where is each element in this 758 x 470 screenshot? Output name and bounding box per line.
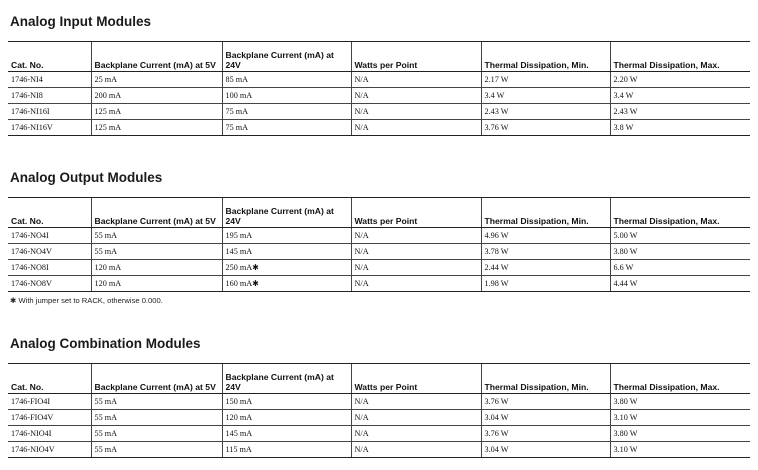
cell-cat-no: 1746-NO4I: [8, 228, 91, 244]
cell-backplane-5v: 55 mA: [91, 410, 222, 426]
cell-thermal-max: 5.00 W: [610, 228, 750, 244]
col-header-cat-no: Cat. No.: [8, 42, 91, 72]
col-header-thermal-max: Thermal Dissipation, Max.: [610, 198, 750, 228]
cell-thermal-min: 3.76 W: [481, 394, 610, 410]
table-row: [8, 88, 750, 104]
table-row: [8, 72, 750, 88]
col-header-thermal-max: Thermal Dissipation, Max.: [610, 42, 750, 72]
col-header-backplane-5v: Backplane Current (mA) at 5V: [91, 364, 222, 394]
col-header-thermal-min: Thermal Dissipation, Min.: [481, 42, 610, 72]
table-row: [8, 228, 750, 244]
cell-backplane-24v: 115 mA: [222, 442, 351, 458]
cell-backplane-24v: 145 mA: [222, 426, 351, 442]
cell-thermal-min: 4.96 W: [481, 228, 610, 244]
cell-thermal-min: 2.43 W: [481, 104, 610, 120]
cell-thermal-min: 2.17 W: [481, 72, 610, 88]
header-row: [8, 364, 750, 394]
cell-cat-no: 1746-NO8I: [8, 260, 91, 276]
analog-output-section: [8, 168, 750, 292]
table-row: [8, 442, 750, 458]
cell-backplane-24v: 100 mA: [222, 88, 351, 104]
col-header-thermal-max: Thermal Dissipation, Max.: [610, 364, 750, 394]
col-header-backplane-5v: Backplane Current (mA) at 5V: [91, 42, 222, 72]
table-row: [8, 104, 750, 120]
cell-thermal-max: 3.10 W: [610, 410, 750, 426]
cell-thermal-max: 3.10 W: [610, 442, 750, 458]
cell-backplane-5v: 120 mA: [91, 276, 222, 292]
cell-backplane-5v: 55 mA: [91, 244, 222, 260]
cell-thermal-max: 3.80 W: [610, 244, 750, 260]
cell-backplane-24v: 75 mA: [222, 120, 351, 136]
cell-watts: N/A: [351, 426, 481, 442]
cell-cat-no: 1746-NO8V: [8, 276, 91, 292]
table-row: [8, 394, 750, 410]
table-row: [8, 410, 750, 426]
cell-thermal-min: 1.98 W: [481, 276, 610, 292]
cell-backplane-24v: 250 mA✱: [222, 260, 351, 276]
analog-output-table: [8, 197, 750, 292]
cell-watts: N/A: [351, 410, 481, 426]
cell-watts: N/A: [351, 228, 481, 244]
cell-thermal-max: 2.43 W: [610, 104, 750, 120]
cell-thermal-max: 4.44 W: [610, 276, 750, 292]
section-title: Analog Output Modules: [10, 170, 163, 185]
analog-input-section: [8, 12, 750, 136]
table-row: [8, 276, 750, 292]
col-header-watts-per-point: Watts per Point: [351, 198, 481, 228]
col-header-cat-no: Cat. No.: [8, 198, 91, 228]
cell-thermal-max: 3.8 W: [610, 120, 750, 136]
cell-cat-no: 1746-NI16I: [8, 104, 91, 120]
cell-cat-no: 1746-FIO4I: [8, 394, 91, 410]
cell-watts: N/A: [351, 120, 481, 136]
analog-combination-table: [8, 363, 750, 458]
cell-watts: N/A: [351, 72, 481, 88]
col-header-backplane-5v: Backplane Current (mA) at 5V: [91, 198, 222, 228]
cell-thermal-min: 3.4 W: [481, 88, 610, 104]
cell-thermal-min: 3.76 W: [481, 426, 610, 442]
cell-backplane-5v: 125 mA: [91, 120, 222, 136]
cell-backplane-5v: 55 mA: [91, 228, 222, 244]
cell-backplane-24v: 195 mA: [222, 228, 351, 244]
cell-backplane-24v: 160 mA✱: [222, 276, 351, 292]
footnote: ✱ With jumper set to RACK, otherwise 0.000.: [10, 296, 163, 305]
cell-watts: N/A: [351, 260, 481, 276]
col-header-backplane-24v: Backplane Current (mA) at 24V: [222, 42, 351, 72]
cell-backplane-24v: 85 mA: [222, 72, 351, 88]
cell-cat-no: 1746-NIO4V: [8, 442, 91, 458]
cell-thermal-max: 3.80 W: [610, 426, 750, 442]
header-row: [8, 198, 750, 228]
cell-backplane-5v: 55 mA: [91, 426, 222, 442]
cell-backplane-24v: 150 mA: [222, 394, 351, 410]
col-header-backplane-24v: Backplane Current (mA) at 24V: [222, 198, 351, 228]
col-header-thermal-min: Thermal Dissipation, Min.: [481, 364, 610, 394]
cell-thermal-max: 3.4 W: [610, 88, 750, 104]
cell-backplane-24v: 120 mA: [222, 410, 351, 426]
cell-backplane-5v: 125 mA: [91, 104, 222, 120]
cell-thermal-max: 6.6 W: [610, 260, 750, 276]
cell-watts: N/A: [351, 276, 481, 292]
section-title: Analog Combination Modules: [10, 336, 201, 351]
cell-watts: N/A: [351, 394, 481, 410]
cell-backplane-5v: 55 mA: [91, 394, 222, 410]
cell-backplane-5v: 200 mA: [91, 88, 222, 104]
cell-cat-no: 1746-NI8: [8, 88, 91, 104]
cell-thermal-min: 3.76 W: [481, 120, 610, 136]
cell-backplane-5v: 120 mA: [91, 260, 222, 276]
cell-thermal-max: 2.20 W: [610, 72, 750, 88]
cell-thermal-min: 3.04 W: [481, 442, 610, 458]
col-header-watts-per-point: Watts per Point: [351, 42, 481, 72]
cell-watts: N/A: [351, 442, 481, 458]
table-row: [8, 260, 750, 276]
cell-watts: N/A: [351, 88, 481, 104]
cell-thermal-min: 3.78 W: [481, 244, 610, 260]
analog-combination-section: [8, 334, 750, 458]
cell-backplane-5v: 55 mA: [91, 442, 222, 458]
cell-thermal-min: 3.04 W: [481, 410, 610, 426]
header-row: [8, 42, 750, 72]
cell-cat-no: 1746-FIO4V: [8, 410, 91, 426]
col-header-cat-no: Cat. No.: [8, 364, 91, 394]
cell-cat-no: 1746-NI16V: [8, 120, 91, 136]
table-row: [8, 426, 750, 442]
cell-backplane-5v: 25 mA: [91, 72, 222, 88]
cell-thermal-min: 2.44 W: [481, 260, 610, 276]
cell-watts: N/A: [351, 244, 481, 260]
analog-input-table: [8, 41, 750, 136]
cell-backplane-24v: 145 mA: [222, 244, 351, 260]
col-header-thermal-min: Thermal Dissipation, Min.: [481, 198, 610, 228]
cell-cat-no: 1746-NO4V: [8, 244, 91, 260]
cell-cat-no: 1746-NI4: [8, 72, 91, 88]
cell-backplane-24v: 75 mA: [222, 104, 351, 120]
col-header-backplane-24v: Backplane Current (mA) at 24V: [222, 364, 351, 394]
cell-thermal-max: 3.80 W: [610, 394, 750, 410]
table-row: [8, 120, 750, 136]
cell-cat-no: 1746-NIO4I: [8, 426, 91, 442]
section-title: Analog Input Modules: [10, 14, 151, 29]
col-header-watts-per-point: Watts per Point: [351, 364, 481, 394]
table-row: [8, 244, 750, 260]
cell-watts: N/A: [351, 104, 481, 120]
